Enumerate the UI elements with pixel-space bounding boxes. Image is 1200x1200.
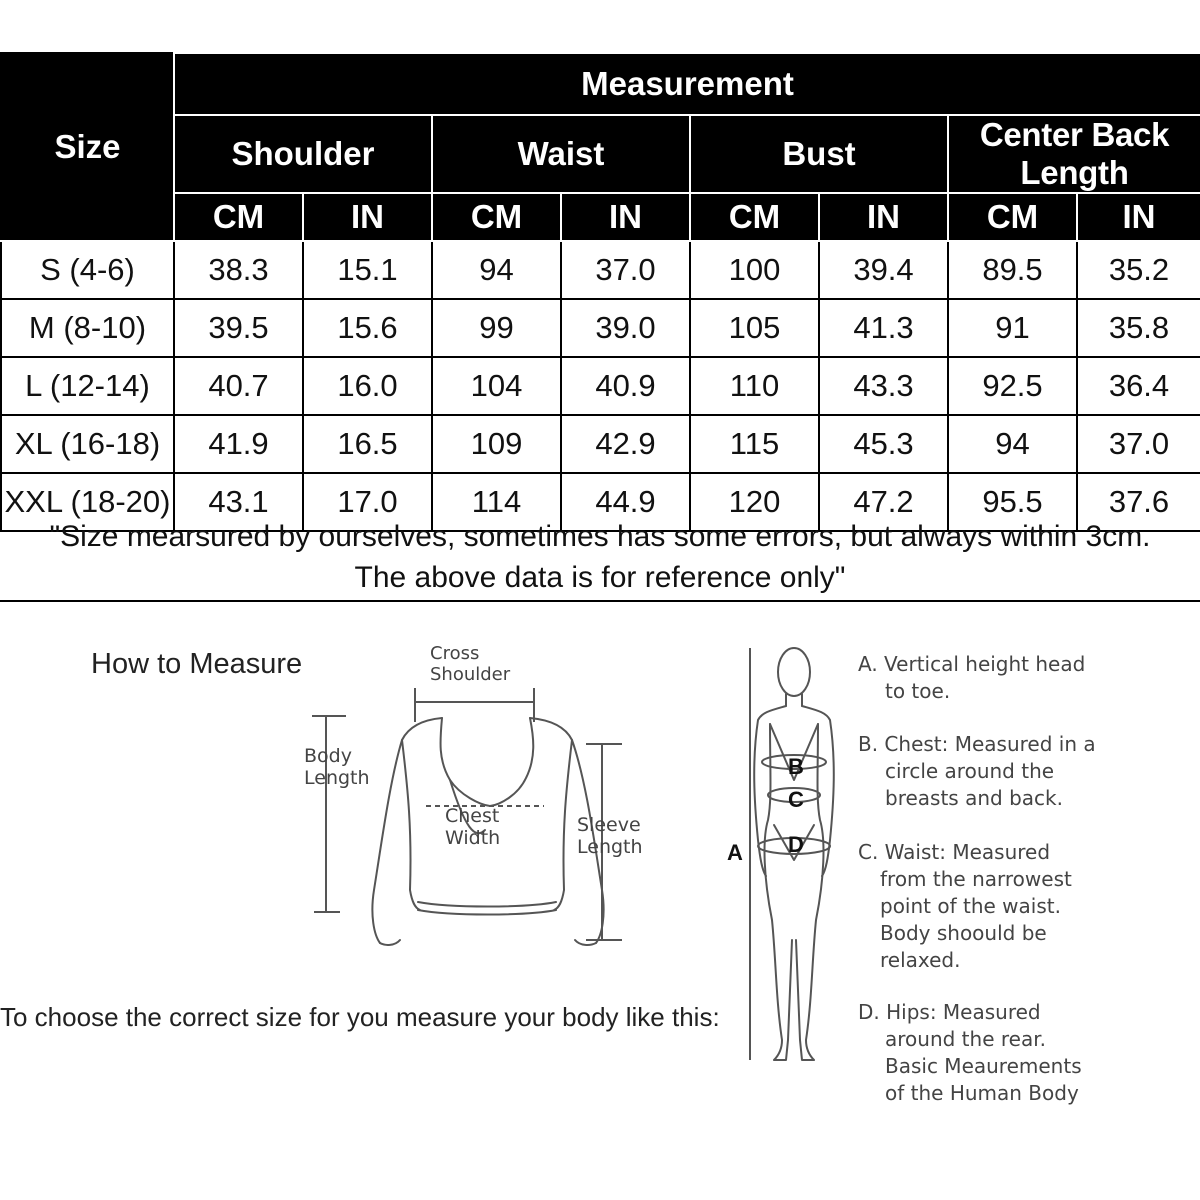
measurement-group-header: Measurement [174, 53, 1200, 115]
legend-entry [858, 651, 1085, 705]
table-row [1, 415, 1200, 473]
body-length-label [304, 745, 370, 789]
value-cell: 37.0 [1077, 415, 1200, 473]
size-cell: S (4-6) [1, 241, 174, 299]
legend-line: Body shoould be [880, 921, 1047, 945]
legend-line: of the Human Body [885, 1081, 1079, 1105]
measurement-note [0, 516, 1200, 598]
legend-line: relaxed. [880, 948, 961, 972]
cross-shoulder-label [430, 643, 510, 685]
shoulder-header: Shoulder [174, 115, 432, 193]
value-cell: 16.5 [303, 415, 432, 473]
value-cell: 110 [690, 357, 819, 415]
legend-entry [858, 999, 1082, 1107]
value-cell: 99 [432, 299, 561, 357]
unit-header: IN [1077, 193, 1200, 241]
value-cell: 94 [948, 415, 1077, 473]
legend-line: Basic Meaurements [885, 1054, 1082, 1078]
value-cell: 39.5 [174, 299, 303, 357]
bust-header: Bust [690, 115, 948, 193]
size-table-body [1, 241, 1200, 531]
value-cell: 35.8 [1077, 299, 1200, 357]
value-cell: 120 [690, 473, 819, 531]
value-cell: 109 [432, 415, 561, 473]
value-cell: 100 [690, 241, 819, 299]
unit-header: IN [819, 193, 948, 241]
label-line: Body [304, 745, 352, 767]
value-cell: 95.5 [948, 473, 1077, 531]
table-row [1, 241, 1200, 299]
label-line: Cross [430, 643, 480, 664]
unit-header: CM [432, 193, 561, 241]
value-cell: 94 [432, 241, 561, 299]
legend-entry [858, 839, 1072, 974]
value-cell: 47.2 [819, 473, 948, 531]
chest-width-label [445, 805, 500, 849]
instruction-text: To choose the correct size for you measure your body like this: [0, 1002, 720, 1032]
value-cell: 17.0 [303, 473, 432, 531]
size-cell: L (12-14) [1, 357, 174, 415]
value-cell: 41.9 [174, 415, 303, 473]
legend-line: B. Chest: Measured in a [858, 732, 1096, 756]
how-to-measure-title: How to Measure [91, 648, 303, 680]
label-line: Shoulder [430, 664, 511, 685]
value-cell: 45.3 [819, 415, 948, 473]
legend-line: around the rear. [885, 1027, 1046, 1051]
legend-line: C. Waist: Measured [858, 840, 1051, 864]
note-line: The above data is for reference only" [354, 561, 846, 594]
label-line: Length [577, 836, 643, 858]
table-row [1, 299, 1200, 357]
value-cell: 43.3 [819, 357, 948, 415]
size-column-header: Size [1, 53, 174, 241]
label-line: Width [445, 827, 501, 849]
size-cell: XXL (18-20) [1, 473, 174, 531]
value-cell: 37.6 [1077, 473, 1200, 531]
unit-header: IN [303, 193, 432, 241]
value-cell: 43.1 [174, 473, 303, 531]
legend-line: to toe. [885, 679, 951, 703]
label-a: A [727, 840, 743, 865]
value-cell: 15.6 [303, 299, 432, 357]
label-line: Length [304, 767, 370, 789]
size-cell: M (8-10) [1, 299, 174, 357]
value-cell: 104 [432, 357, 561, 415]
value-cell: 41.3 [819, 299, 948, 357]
legend-line: A. Vertical height head [858, 652, 1086, 676]
value-cell: 15.1 [303, 241, 432, 299]
body-figure [736, 640, 846, 1080]
value-cell: 39.0 [561, 299, 690, 357]
legend-line: D. Hips: Measured [858, 1000, 1041, 1024]
note-line: "Size mearsured by ourselves, sometimes has some errors, but always within 3cm. [49, 520, 1151, 553]
label-line: Sleeve [577, 814, 641, 836]
table-row [1, 357, 1200, 415]
value-cell: 39.4 [819, 241, 948, 299]
legend-entry [858, 731, 1096, 812]
unit-header: CM [690, 193, 819, 241]
unit-header: IN [561, 193, 690, 241]
value-cell: 91 [948, 299, 1077, 357]
legend-line: point of the waist. [880, 894, 1061, 918]
value-cell: 115 [690, 415, 819, 473]
size-cell: XL (16-18) [1, 415, 174, 473]
value-cell: 114 [432, 473, 561, 531]
waist-header: Waist [432, 115, 690, 193]
value-cell: 89.5 [948, 241, 1077, 299]
value-cell: 16.0 [303, 357, 432, 415]
human-figure-sketch [736, 640, 846, 1080]
value-cell: 92.5 [948, 357, 1077, 415]
value-cell: 42.9 [561, 415, 690, 473]
legend-line: breasts and back. [885, 786, 1063, 810]
label-b: B [788, 754, 804, 779]
sleeve-length-label [577, 814, 643, 858]
value-cell: 44.9 [561, 473, 690, 531]
label-line: Chest [445, 805, 500, 827]
value-cell: 35.2 [1077, 241, 1200, 299]
label-d: D [788, 832, 804, 857]
label-c: C [788, 787, 804, 812]
legend-line: from the narrowest [880, 867, 1072, 891]
value-cell: 38.3 [174, 241, 303, 299]
legend-line: circle around the [885, 759, 1055, 783]
value-cell: 40.9 [561, 357, 690, 415]
center-back-length-header: Center Back Length [948, 115, 1200, 193]
value-cell: 37.0 [561, 241, 690, 299]
size-chart-table [0, 52, 1200, 532]
unit-header: CM [948, 193, 1077, 241]
value-cell: 40.7 [174, 357, 303, 415]
value-cell: 36.4 [1077, 357, 1200, 415]
divider [0, 600, 1200, 602]
sweater-sketch [290, 640, 670, 960]
value-cell: 105 [690, 299, 819, 357]
unit-header: CM [174, 193, 303, 241]
garment-diagram [290, 640, 670, 960]
